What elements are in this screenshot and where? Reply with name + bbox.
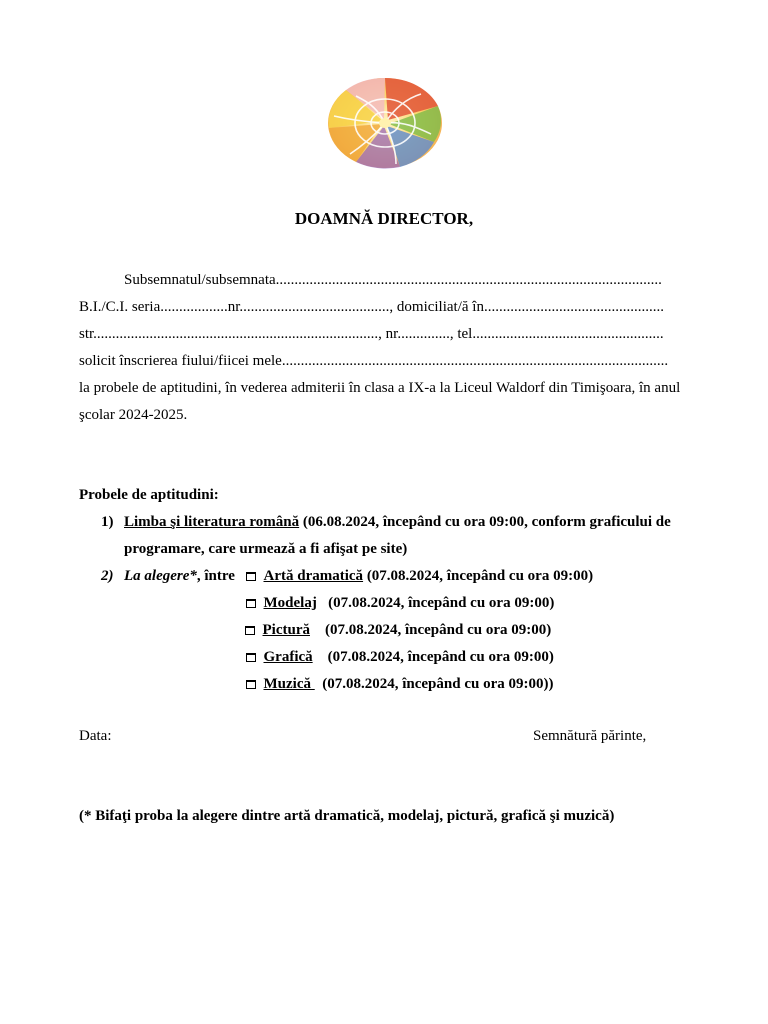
request-line: la probele de aptitudini, în vederea admiterii în clasa a IX-a la Liceul Waldorf din Timişoara, în anul <box>79 380 681 396</box>
option-detail: (07.08.2024, începând cu ora 09:00) <box>363 568 594 584</box>
checkbox-icon[interactable] <box>246 599 256 608</box>
checkbox-icon[interactable] <box>246 680 256 689</box>
option-muzica[interactable] <box>246 676 553 693</box>
item1-continuation: programare, care urmează a fi afişat pe site) <box>124 541 408 557</box>
item2-between: , între <box>196 568 235 584</box>
item1-number: 1) <box>101 514 114 530</box>
option-detail: (07.08.2024, începând cu ora 09:00) <box>309 622 552 638</box>
option-modelaj[interactable] <box>246 595 554 612</box>
option-name: Pictură <box>262 622 310 638</box>
footnote: (* Bifaţi proba la alegere dintre artă dramatică, modelaj, pictură, grafică şi muzică) <box>79 808 615 824</box>
item2-text <box>124 568 235 585</box>
checkbox-icon[interactable] <box>246 572 256 581</box>
item1-text <box>124 514 671 531</box>
option-grafica[interactable] <box>246 649 554 666</box>
item1-subject: Limba şi literatura română <box>124 514 300 530</box>
name-line: Subsemnatul/subsemnata....................................................................................................... <box>124 272 662 288</box>
option-name: Muzică <box>263 676 315 692</box>
option-name: Artă dramatică <box>263 568 364 584</box>
item2-number: 2) <box>101 568 114 584</box>
option-arta-dramatica[interactable] <box>246 568 593 585</box>
option-name: Modelaj <box>263 595 317 611</box>
date-label: Data: <box>79 728 112 744</box>
waldorf-flower-logo <box>326 76 444 170</box>
item1-rest: (06.08.2024, începând cu ora 09:00, conform graficului de <box>299 514 671 530</box>
signature-label: Semnătură părinte, <box>533 728 647 744</box>
id-address-line: B.I./C.I. seria..................nr........................................, domiciliat/ă în................................................ <box>79 299 664 315</box>
page-title: DOAMNĂ DIRECTOR, <box>294 209 474 228</box>
probe-heading: Probele de aptitudini: <box>79 487 219 503</box>
option-pictura[interactable] <box>245 622 551 639</box>
option-detail: (07.08.2024, începând cu ora 09:00) <box>312 649 554 665</box>
item2-choice: La alegere* <box>124 568 197 584</box>
school-year-line: şcolar 2024-2025. <box>79 407 188 423</box>
option-name: Grafică <box>263 649 313 665</box>
checkbox-icon[interactable] <box>246 653 256 662</box>
street-phone-line: str............................................................................, nr.............., tel................................................... <box>79 326 664 342</box>
option-detail: (07.08.2024, începând cu ora 09:00) <box>316 595 555 611</box>
child-name-line: solicit înscrierea fiului/fiicei mele....................................................................................................... <box>79 353 669 369</box>
option-detail: (07.08.2024, începând cu ora 09:00)) <box>314 676 554 692</box>
checkbox-icon[interactable] <box>245 626 255 635</box>
